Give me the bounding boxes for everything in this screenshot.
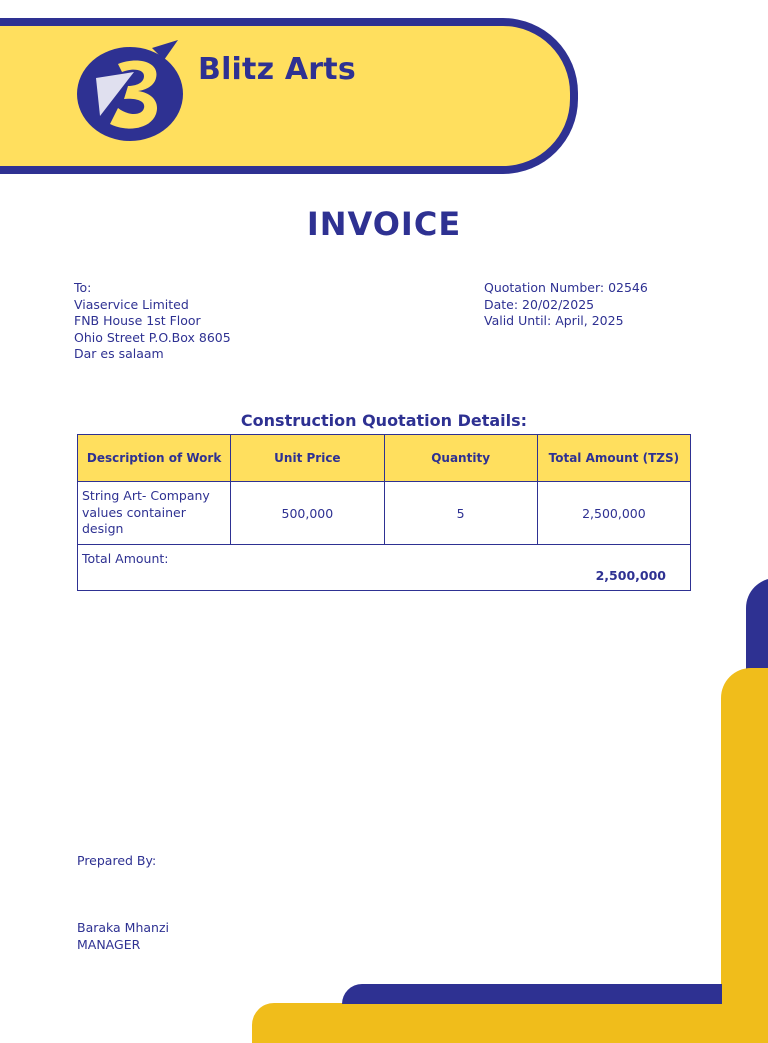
unit-price-cell: 500,000 <box>231 482 384 545</box>
recipient-name: Viaservice Limited <box>74 296 189 312</box>
total-cell <box>78 545 691 591</box>
company-name: Blitz Arts <box>198 52 356 87</box>
prepared-by-label: Prepared By: <box>77 853 157 868</box>
row-total-cell: 2,500,000 <box>537 482 690 545</box>
quantity-cell: 5 <box>384 482 537 545</box>
quotation-date: Date: 20/02/2025 <box>484 296 595 312</box>
column-header: Description of Work <box>78 435 231 482</box>
corner-decoration-gold-bottom <box>252 1003 768 1043</box>
recipient-block <box>74 280 231 363</box>
recipient-city: Dar es salaam <box>74 346 164 361</box>
column-header: Total Amount (TZS) <box>537 435 690 482</box>
table-row <box>78 482 691 545</box>
total-label: Total Amount: <box>82 551 169 566</box>
recipient-label: To: <box>74 280 92 295</box>
column-header: Unit Price <box>231 435 384 482</box>
blitz-arts-logo <box>74 38 186 146</box>
corner-decoration-gold-right <box>721 668 768 1038</box>
signer-title: MANAGER <box>77 937 141 952</box>
recipient-address-line2: Ohio Street P.O.Box 8605 <box>74 329 231 345</box>
total-row <box>78 545 691 591</box>
signer-name: Baraka Mhanzi <box>77 920 170 935</box>
quotation-table <box>77 434 691 591</box>
table-header-row <box>78 435 691 482</box>
recipient-address-line1: FNB House 1st Floor <box>74 313 201 328</box>
quotation-valid-until: Valid Until: April, 2025 <box>484 313 624 328</box>
description-cell: String Art- Company values container design <box>78 482 231 545</box>
corner-decoration-navy-bottom <box>342 984 722 1004</box>
total-value: 2,500,000 <box>595 568 666 583</box>
column-header: Quantity <box>384 435 537 482</box>
quotation-meta <box>484 280 648 330</box>
section-heading: Construction Quotation Details: <box>240 411 528 430</box>
document-title: INVOICE <box>306 205 462 243</box>
signer-block <box>77 919 169 953</box>
quotation-number: Quotation Number: 02546 <box>484 280 648 295</box>
